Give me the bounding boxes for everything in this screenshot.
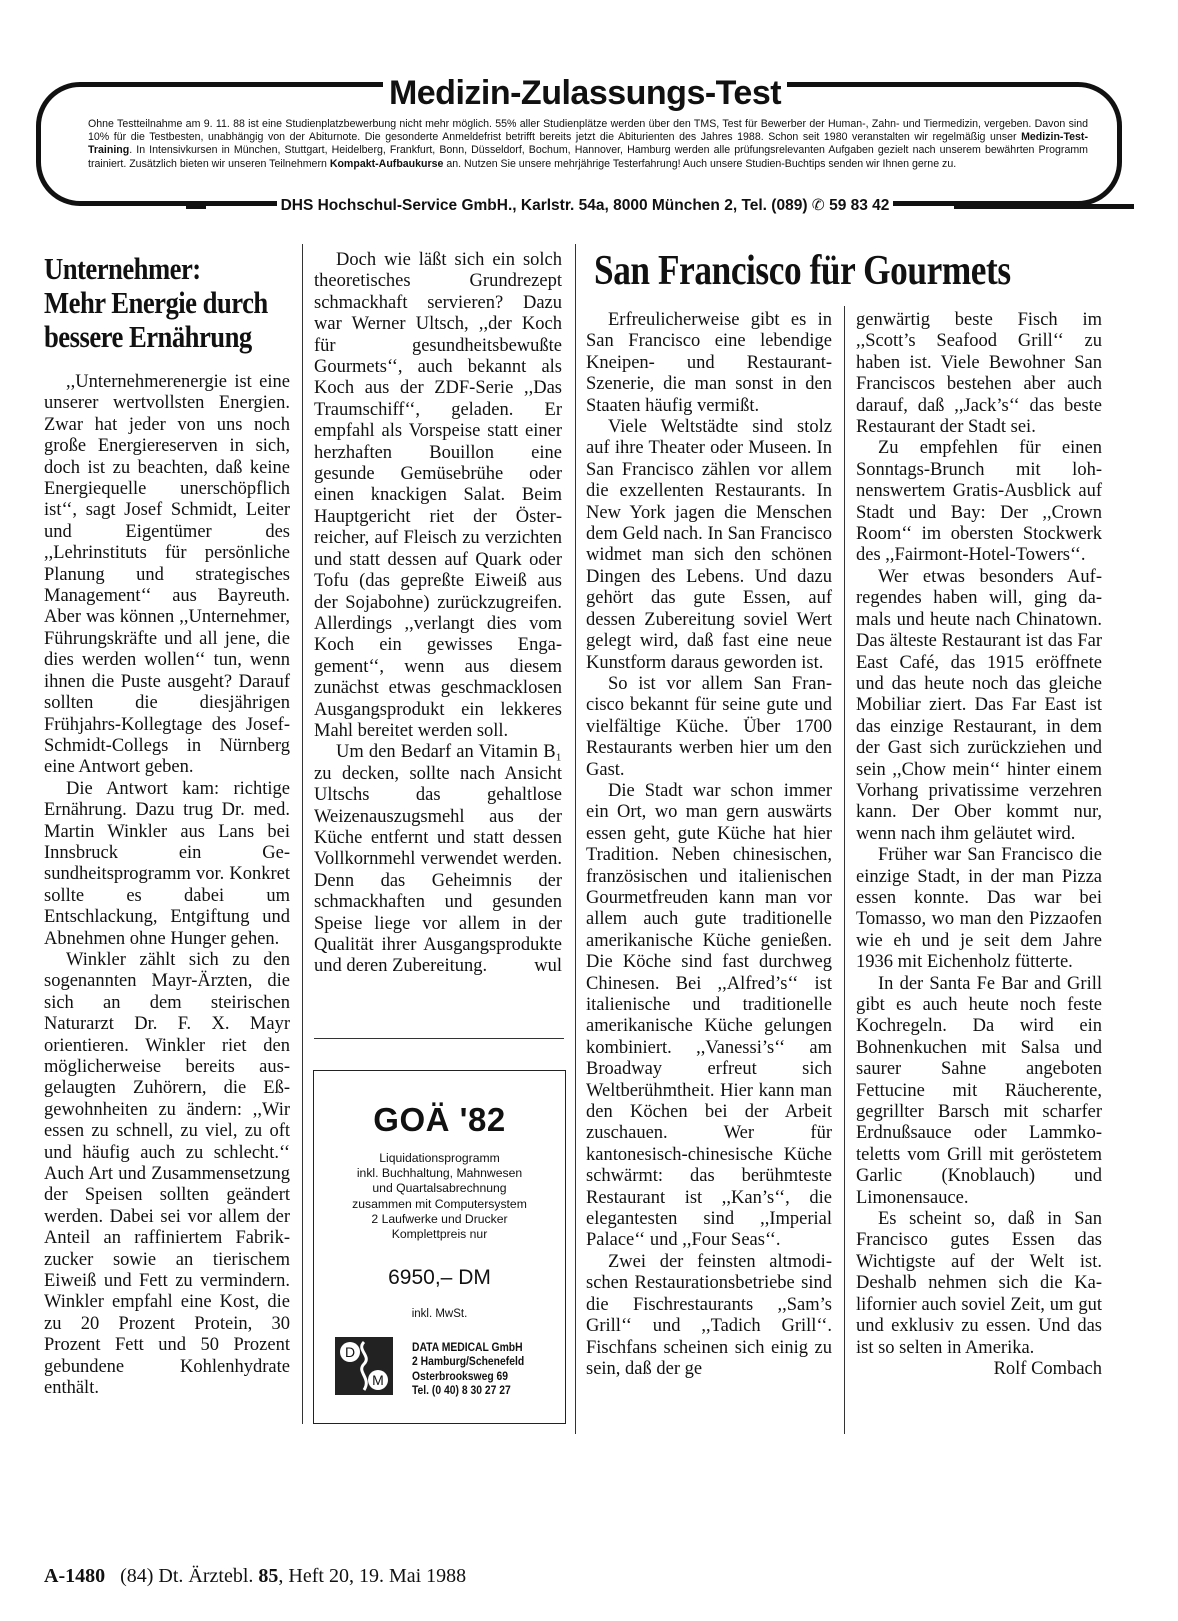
- goa-desc-line: zusammen mit Computersystem: [352, 1196, 527, 1211]
- goa-description: [314, 1151, 565, 1242]
- paragraph-text: Um den Bedarf an Vitamin B₁ zu decken, sollte nach Ansicht Ultschs das gehaltlose Weizenauszugsmehl aus der Küche entfernt und statt dessen Vollkornmehl verwendet werden. Denn das Geheimnis der schmackhaften und gesunden Speise liege vor allem in der Qualität ihrer Ausgangsprodukte und deren Zubereitung.: [314, 742, 562, 977]
- goa-company-address: [412, 1341, 524, 1399]
- goa-desc-line: und Quartalsabrechnung: [372, 1181, 507, 1196]
- paragraph: Erfreulicherweise gibt es in San Francisco eine lebendige Kneipen- und Restaurant-Szenerie, die man sonst in den Staaten häufig vermißt.: [586, 310, 832, 416]
- column-rule: [302, 244, 303, 1424]
- paragraph: [314, 742, 562, 977]
- paragraph: Zwei der feinsten altmodischen Restaurationsbetriebe sind die Fischrestaurants ,,Sam’s Grill‘‘ und ,,Tadich Grill‘‘. Fischfans scheinen sich einig zu sein, daß der ge: [586, 1251, 832, 1379]
- column-rule: [844, 306, 845, 1434]
- logo-letter-m: M: [372, 1372, 384, 1388]
- headline-line: Mehr Energie durch: [44, 285, 268, 320]
- goa-desc-line: Liquidationsprogramm: [379, 1151, 500, 1165]
- goa-price: 6950,– DM: [388, 1266, 491, 1290]
- ad-body-text: [88, 118, 1088, 171]
- goa-desc-line: 2 Laufwerke und Drucker: [371, 1211, 508, 1226]
- column-end-rule: [314, 1038, 564, 1039]
- paragraph: Früher war San Francisco die einzige Stadt, in der man Pizza essen konnte. Das war bei Tomasso, wo man den Pizzaofen wie eh und je seit dem Jahre 1936 mit Eichenholz fütterte.: [856, 845, 1102, 973]
- company-line: DATA MEDICAL GmbH: [412, 1342, 523, 1354]
- paragraph: genwärtig beste Fisch im ,,Scott’s Seafood Grill‘‘ zu haben ist. Viele Bewohner San Franciscos bestehen aber auch darauf, daß ,,Jack’s‘‘ das beste Restaurant der Stadt sei.: [856, 310, 1102, 438]
- headline-line: bessere Ernährung: [44, 319, 252, 354]
- paragraph: Doch wie läßt sich ein solch theoretisches Grundrezept schmackhaft servieren? Dazu war Werner Ultsch, ,,der Koch für gesundheitsbewußte Gourmets‘‘, auch bekannt als Koch aus der ZDF-Serie ,,Das Traumschiff‘‘, geladen. Er empfahl als Vorspeise statt einer herzhaften Bouillon eine gesunde Gemüsebrühe oder einen knackigen Salat. Beim Hauptgericht riet der Österreicher, auf Fleisch zu verzichten und statt dessen auf Quark oder Tofu (das gepreßte Eiweiß aus der Sojabohne) zurückzugreifen. Allerdings ,,verlangt dies vom Koch ein gewisses Engagement‘‘, wenn aus diesem zunächst etwas geschmacklosen Ausgangsprodukt ein lekkeres Mahl bereitet werden soll.: [314, 250, 562, 741]
- article-right-column-2: [856, 310, 1102, 1380]
- paragraph: Zu empfehlen für einen Sonntags-Brunch mit lohnenswertem Gratis-Ausblick auf Stadt und Bay: Der ,,Crown Room‘‘ im obersten Stockwerk des ,,Fairmont-Hotel-Towers‘‘.: [856, 438, 1102, 566]
- author-initials: wul: [534, 956, 562, 977]
- author-name: Rolf Combach: [993, 1358, 1102, 1379]
- logo-letter-d: D: [344, 1344, 356, 1360]
- paragraph: Viele Weltstädte sind stolz auf ihre Theater oder Museen. In San Francisco zählen vor allem die exzellenten Restaurants. In New York jagen die Menschen dem Geld nach. In San Francisco widmet man sich den schönen Dingen des Lebens. Und dazu gehört das gute Essen, auf dessen Zubereitung soviel Wert gelegt wird, daß fast eine neue Kunstform daraus geworden ist.: [586, 417, 832, 673]
- goa-vat: inkl. MwSt.: [411, 1308, 468, 1321]
- paragraph: Die Antwort kam: richtige Ernährung. Dazu trug Dr. med. Martin Winkler aus Lans bei Innsbruck ein Gesundheitsprogramm vor. Konkret sollte es dabei um Entschlackung, Entgiftung und Abnehmen ohne Hunger gehen.: [44, 778, 290, 949]
- top-advertisement: [36, 74, 1134, 224]
- paragraph: Winkler zählt sich zu den sogenannten Mayr-Ärzten, die sich an dem steirischen Naturarzt Dr. F. X. Mayr orientieren. Winkler riet den möglicherweise bereits ausgelaugten Zuhörern, die Eßgewohnheiten zu ändern: ,,Wir essen zu schnell, zu viel, zu oft und häufig auch zu schlecht.‘‘ Auch Art und Zusammensetzung der Speisen sollten geändert werden. Dabei sei vor allem der Anteil an raffiniertem Fabrikzucker sowie an tierischem Eiweiß und Fett zu vermindern. Winkler empfahl eine Kost, die zu 20 Prozent Protein, 30 Prozent Fett und 50 Prozent gebundene Kohlenhydrate enthält.: [44, 949, 290, 1399]
- paragraph: [856, 1209, 1102, 1379]
- paragraph: In der Santa Fe Bar and Grill gibt es auch heute noch feste Kochregeln. Da wird ein Bohnenkuchen mit Salsa und saurer Sahne angeboten Fettucine mit Räucherente, gegrillter Barsch mit scharfer Erdnußsauce oder Lammkoteletts vom Grill mit geröstetem Garlic (Knoblauch) und Limonensauce.: [856, 973, 1102, 1208]
- article-left-column-2: [314, 250, 562, 978]
- company-line: Osterbrooksweg 69: [412, 1370, 509, 1383]
- article-left-column-1: [44, 252, 290, 1400]
- page-footer: [44, 1565, 466, 1588]
- paragraph: So ist vor allem San Francisco bekannt für seine gute und vielfältige Küche. Über 1700 Restaurants werben hier um den Gast.: [586, 673, 832, 780]
- goa-advertisement: [313, 1070, 566, 1424]
- section-divider: [575, 244, 576, 1434]
- paragraph-text: Es scheint so, daß in San Francisco gutes Essen das Wichtigste auf der Welt ist. Deshalb nehmen sich die Kalifornier auch soviel Zeit, um gut und exklusiv zu essen. Und das ist so selten in Amerika.: [856, 1209, 1102, 1358]
- goa-desc-line: inkl. Buchhaltung, Mahnwesen: [356, 1166, 523, 1181]
- ad-title: Medizin-Zulassungs-Test: [383, 74, 787, 112]
- issue-date: , Heft 20, 19. Mai 1988: [278, 1565, 467, 1587]
- ad-body-highlight: Medizin-Test-Training: [88, 131, 1088, 157]
- ad-body-highlight: Kompakt-Aufbaukurse: [329, 157, 444, 170]
- company-line: Tel. (0 40) 8 30 27 27: [412, 1385, 511, 1398]
- ad-body-segment: . In Intensivkursen in München, Stuttgart, Heidelberg, Frankfurt, Bonn, Düsseldorf, Bochum, Hannover, Hamburg werden alle prüfungsrelevanten Aufgaben gezielt nach unserem bewährten Programm trainiert. Zusätzlich bieten wir unseren Teilnehmern: [88, 144, 1088, 170]
- paragraph: Die Stadt war schon immer ein Ort, wo man gern auswärts essen geht, gute Küche hat hier Tradition. Neben chinesischen, französischen und italienischen Gourmetfreuden kann man vor allem auch gute traditionelle amerikanische Küche genießen. Die Köche sind fast durchweg Chinesen. Bei ,,Alfred’s‘‘ ist italienische und traditionelle amerikanische Küche gelungen kombiniert. ,,Vanessi’s‘‘ am Broadway erfreut sich Weltberühmtheit. Hier kann man den Köchen bei der Arbeit zuschauen. Wer für kantonesisch-chinesische Küche schwärmt: das berühmteste Restaurant ist ,,Kan’s‘‘, die elegantesten sind ,,Imperial Palace‘‘ und ,,Four Seas‘‘.: [586, 780, 832, 1251]
- ad-body-segment: an. Nutzen Sie unsere mehrjährige Testerfahrung! Auch unsere Studien-Buchtips senden wir Ihnen gerne zu.: [443, 157, 957, 170]
- paragraph: ,,Unternehmerenergie ist eine unserer wertvollsten Energien. Zwar hat jeder von uns noch große Energiereserven in sich, doch ist zu beachten, daß keine Energiequelle unerschöpflich ist‘‘, sagt Josef Schmidt, Leiter und Eigentümer des ,,Lehrinstituts für persönliche Planung und strategisches Management‘‘ aus Bayreuth. Aber was können ,,Unternehmer, Führungskräfte und all jene, die dies werden wollen‘‘ tun, wenn ihnen die Puste ausgeht? Darauf sollten die diesjährigen Frühjahrs-Kollegtage des Josef-Schmidt-Collegs in Nürnberg eine Antwort geben.: [44, 372, 290, 778]
- article-left-headline: [44, 251, 268, 354]
- data-medical-logo: [334, 1336, 394, 1396]
- article-right-column-1: [586, 310, 832, 1380]
- company-line: 2 Hamburg/Schenefeld: [412, 1356, 525, 1369]
- goa-title: GOÄ '82: [373, 1101, 506, 1138]
- page-code: A-1480: [44, 1565, 106, 1587]
- goa-desc-line: Komplettpreis nur: [391, 1227, 488, 1242]
- headline-line: Unternehmer:: [44, 251, 201, 286]
- journal-volume: 85: [258, 1565, 279, 1587]
- ad-footer-address: DHS Hochschul-Service GmbH., Karlstr. 54a, 8000 München 2, Tel. (089) ✆ 59 83 42: [277, 197, 894, 214]
- journal-name: (84) Dt. Ärztebl.: [120, 1565, 254, 1587]
- paragraph: Wer etwas besonders Aufregendes haben will, ging damals und heute nach Chinatown. Das älteste Restaurant ist das Far East Café, das 1915 eröffnete und das heute noch das gleiche Mobiliar ziert. Das Far East ist das einzige Restaurant, in dem der Gast sich zurückziehen und sein ,,Chow mein‘‘ hinter einem Vorhang privatissime verzehren kann. Der Ober kommt nur, wenn nach ihm geläutet wird.: [856, 566, 1102, 844]
- article-right-headline: San Francisco für Gourmets: [594, 248, 1011, 294]
- ad-body-segment: Ohne Testteilnahme am 9. 11. 88 ist eine Studienplatzbewerbung nicht mehr möglich. 55% aller Studienplätze werden über den TMS, Test für Bewerber der Human-, Zahn- und Tiermedizin, vergeben. Davon sind 10% für die Testbesten, unabhängig von der Abiturnote. Die gesonderte Anmeldefrist betrifft bereits jetzt die Abiturienten des Jahres 1988. Schon seit 1980 veranstalten wir regelmäßig unser: [88, 118, 1088, 144]
